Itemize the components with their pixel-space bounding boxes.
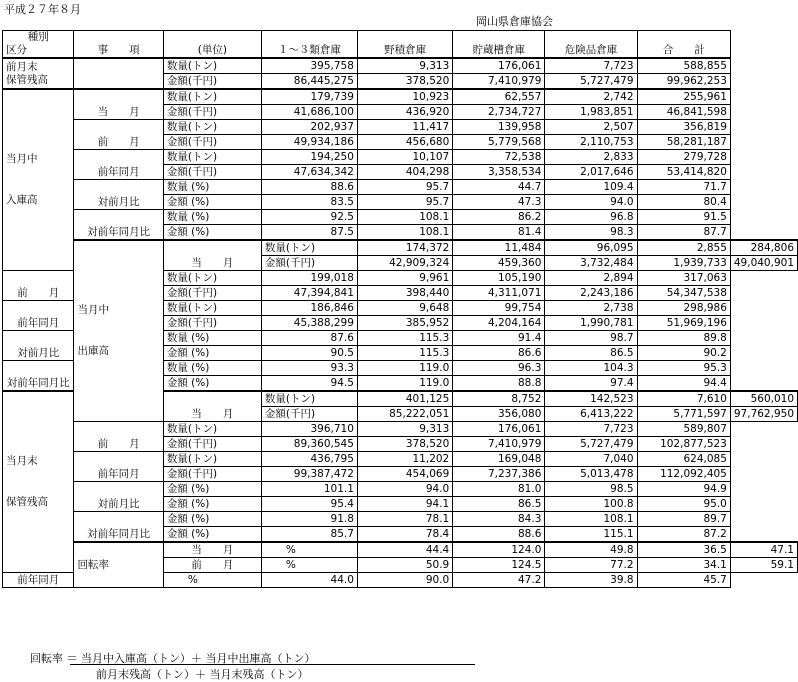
value-cell: 2,507 — [545, 120, 637, 135]
value-cell: 71.7 — [637, 180, 730, 195]
value-cell: 84.3 — [453, 512, 545, 527]
header-item: 事 項 — [74, 31, 163, 59]
value-cell: 44.4 — [357, 542, 452, 558]
header-col-2: 野積倉庫 — [357, 31, 452, 59]
unit-cell: % — [163, 573, 261, 588]
unit-cell: 数量(トン) — [163, 120, 261, 135]
item-cell: 当 月 — [163, 391, 261, 422]
value-cell: 459,360 — [453, 256, 545, 271]
value-cell: 115.3 — [357, 331, 452, 346]
value-cell: 88.8 — [453, 376, 545, 392]
value-cell: 97,762,950 — [730, 407, 797, 422]
table-row — [3, 180, 798, 195]
unit-cell: 数量(トン) — [163, 422, 261, 437]
header-col-1: １～３類倉庫 — [261, 31, 357, 59]
value-cell: 2,855 — [637, 240, 730, 256]
formula-numerator-text: 当月中入庫高（トン）＋ 当月中出庫高（トン） — [81, 652, 316, 665]
value-cell: 81.4 — [453, 225, 545, 241]
unit-cell: 金額(千円) — [163, 105, 261, 120]
item-cell: 前 月 — [74, 120, 163, 150]
value-cell: 456,680 — [357, 135, 452, 150]
value-cell: 11,202 — [357, 452, 452, 467]
value-cell: 54,347,538 — [637, 286, 730, 301]
value-cell: 6,413,222 — [545, 407, 637, 422]
value-cell: 169,048 — [453, 452, 545, 467]
unit-cell: 金額(千円) — [163, 74, 261, 90]
unit-cell: 数量(トン) — [163, 301, 261, 316]
value-cell: 98.3 — [545, 225, 637, 241]
unit-cell: 金額 (%) — [163, 346, 261, 361]
value-cell: 95.7 — [357, 195, 452, 210]
table-row — [3, 422, 798, 437]
value-cell: 83.5 — [261, 195, 357, 210]
unit-cell: 数量(トン) — [163, 150, 261, 165]
value-cell: 396,710 — [261, 422, 357, 437]
value-cell: 95.7 — [357, 180, 452, 195]
header-unit: (単位) — [163, 31, 261, 59]
value-cell: 94.0 — [357, 482, 452, 497]
unit-cell: 金額 (%) — [163, 512, 261, 527]
item-cell: 前 月 — [163, 558, 261, 573]
unit-cell: 数量(トン) — [163, 89, 261, 105]
value-cell: 96.3 — [453, 361, 545, 376]
value-cell: 139,958 — [453, 120, 545, 135]
table-row — [3, 542, 798, 558]
unit-cell: % — [261, 558, 357, 573]
unit-cell: 金額(千円) — [163, 316, 261, 331]
value-cell: 77.2 — [545, 558, 637, 573]
value-cell: 87.6 — [261, 331, 357, 346]
table-row — [3, 120, 798, 135]
unit-cell: 金額 (%) — [163, 527, 261, 543]
block-rotation: 回転率 — [74, 542, 163, 588]
value-cell: 99,754 — [453, 301, 545, 316]
value-cell: 91.4 — [453, 331, 545, 346]
value-cell: 624,085 — [637, 452, 730, 467]
value-cell: 7,410,979 — [453, 74, 545, 90]
value-cell: 378,520 — [357, 74, 452, 90]
value-cell: 7,410,979 — [453, 437, 545, 452]
value-cell: 124.0 — [453, 542, 545, 558]
unit-cell: 金額 (%) — [163, 376, 261, 392]
item-cell: 前年同月 — [74, 150, 163, 180]
block-label: 保管残高 — [6, 73, 48, 86]
warehouse-statistics-table — [2, 30, 798, 588]
value-cell: 3,358,534 — [453, 165, 545, 180]
value-cell: 108.1 — [357, 225, 452, 241]
value-cell: 58,281,187 — [637, 135, 730, 150]
value-cell: 115.1 — [545, 527, 637, 543]
value-cell: 356,080 — [453, 407, 545, 422]
value-cell: 44.7 — [453, 180, 545, 195]
value-cell: 1,939,733 — [637, 256, 730, 271]
value-cell: 7,237,386 — [453, 467, 545, 482]
value-cell: 78.1 — [357, 512, 452, 527]
value-cell: 2,734,727 — [453, 105, 545, 120]
value-cell: 59.1 — [730, 558, 797, 573]
unit-cell: 金額 (%) — [163, 225, 261, 241]
value-cell: 86.2 — [453, 210, 545, 225]
value-cell: 5,771,597 — [637, 407, 730, 422]
value-cell: 89.7 — [637, 512, 730, 527]
value-cell: 90.2 — [637, 346, 730, 361]
value-cell: 10,923 — [357, 89, 452, 105]
unit-cell: 数量(トン) — [261, 240, 357, 256]
block-label: 当月末 — [6, 455, 38, 467]
value-cell: 2,017,646 — [545, 165, 637, 180]
value-cell: 199,018 — [261, 271, 357, 286]
value-cell: 88.6 — [261, 180, 357, 195]
value-cell: 101.1 — [261, 482, 357, 497]
value-cell: 186,846 — [261, 301, 357, 316]
item-cell: 前年同月 — [3, 573, 74, 588]
value-cell: 119.0 — [357, 361, 452, 376]
value-cell: 50.9 — [357, 558, 452, 573]
value-cell: 11,417 — [357, 120, 452, 135]
value-cell: 284,806 — [730, 240, 797, 256]
unit-cell: 金額 (%) — [163, 497, 261, 512]
item-cell: 前 月 — [3, 271, 74, 301]
value-cell: 62,557 — [453, 89, 545, 105]
item-cell: 前年同月 — [74, 452, 163, 482]
value-cell: 45,388,299 — [261, 316, 357, 331]
value-cell: 108.1 — [545, 512, 637, 527]
item-cell: 当 月 — [74, 89, 163, 120]
item-cell: 対前月比 — [74, 180, 163, 210]
value-cell: 100.8 — [545, 497, 637, 512]
association-name: 岡山県倉庫協会 — [476, 15, 553, 28]
value-cell: 36.5 — [637, 542, 730, 558]
value-cell: 8,752 — [453, 391, 545, 407]
value-cell: 176,061 — [453, 58, 545, 74]
value-cell: 80.4 — [637, 195, 730, 210]
value-cell: 102,877,523 — [637, 437, 730, 452]
block-prev-end — [3, 58, 74, 89]
value-cell: 7,040 — [545, 452, 637, 467]
value-cell: 3,732,484 — [545, 256, 637, 271]
value-cell: 104.3 — [545, 361, 637, 376]
unit-cell: 金額(千円) — [163, 437, 261, 452]
value-cell: 45.7 — [637, 573, 730, 588]
value-cell: 95.3 — [637, 361, 730, 376]
value-cell: 9,961 — [357, 271, 452, 286]
value-cell: 378,520 — [357, 437, 452, 452]
value-cell: 109.4 — [545, 180, 637, 195]
value-cell: 589,807 — [637, 422, 730, 437]
value-cell: 119.0 — [357, 376, 452, 392]
value-cell: 5,779,568 — [453, 135, 545, 150]
value-cell: 9,648 — [357, 301, 452, 316]
value-cell: 10,107 — [357, 150, 452, 165]
table-row — [3, 512, 798, 527]
value-cell: 39.8 — [545, 573, 637, 588]
value-cell: 96,095 — [545, 240, 637, 256]
value-cell: 398,440 — [357, 286, 452, 301]
value-cell: 97.4 — [545, 376, 637, 392]
value-cell: 85,222,051 — [357, 407, 452, 422]
value-cell: 2,894 — [545, 271, 637, 286]
unit-cell: 金額(千円) — [163, 467, 261, 482]
value-cell: 85.7 — [261, 527, 357, 543]
table-row — [3, 58, 798, 74]
value-cell: 47.3 — [453, 195, 545, 210]
unit-cell: % — [261, 542, 357, 558]
header-col-5: 合 計 — [637, 31, 730, 59]
block-label: 入庫高 — [6, 194, 38, 206]
table-row — [3, 210, 798, 225]
block-label: 出庫高 — [77, 345, 109, 357]
value-cell: 255,961 — [637, 89, 730, 105]
item-cell: 対前年同月比 — [74, 210, 163, 241]
value-cell: 174,372 — [357, 240, 452, 256]
unit-cell: 金額(千円) — [261, 256, 357, 271]
value-cell: 99,962,253 — [637, 74, 730, 90]
value-cell: 279,728 — [637, 150, 730, 165]
value-cell: 86.6 — [453, 346, 545, 361]
formula-divider — [70, 664, 475, 665]
unit-cell: 金額(千円) — [163, 165, 261, 180]
value-cell: 94.1 — [357, 497, 452, 512]
value-cell: 356,819 — [637, 120, 730, 135]
value-cell: 41,686,100 — [261, 105, 357, 120]
value-cell: 89.8 — [637, 331, 730, 346]
value-cell: 94.4 — [637, 376, 730, 392]
value-cell: 2,110,753 — [545, 135, 637, 150]
value-cell: 4,311,071 — [453, 286, 545, 301]
unit-cell: 数量(トン) — [163, 271, 261, 286]
value-cell: 87.7 — [637, 225, 730, 241]
value-cell: 454,069 — [357, 467, 452, 482]
value-cell: 98.5 — [545, 482, 637, 497]
item-cell: 対前年同月比 — [3, 361, 74, 392]
header-type-bottom: 区分 — [6, 44, 27, 56]
item-cell: 当 月 — [163, 542, 261, 558]
item-cell: 対前年同月比 — [74, 512, 163, 543]
block-outbound — [74, 240, 163, 422]
value-cell: 298,986 — [637, 301, 730, 316]
value-cell: 88.6 — [453, 527, 545, 543]
table-row — [3, 452, 798, 467]
value-cell: 7,723 — [545, 58, 637, 74]
unit-cell: 数量 (%) — [163, 331, 261, 346]
value-cell: 4,204,164 — [453, 316, 545, 331]
value-cell: 395,758 — [261, 58, 357, 74]
value-cell: 202,937 — [261, 120, 357, 135]
value-cell: 1,983,851 — [545, 105, 637, 120]
unit-cell: 金額(千円) — [163, 135, 261, 150]
value-cell: 124.5 — [453, 558, 545, 573]
value-cell: 86.5 — [453, 497, 545, 512]
unit-cell: 数量(トン) — [163, 452, 261, 467]
value-cell: 401,125 — [357, 391, 452, 407]
value-cell: 179,739 — [261, 89, 357, 105]
item-cell — [74, 58, 163, 89]
table-row — [3, 482, 798, 497]
value-cell: 560,010 — [730, 391, 797, 407]
block-label: 当月中 — [6, 153, 38, 165]
value-cell: 86,445,275 — [261, 74, 357, 90]
item-cell: 前年同月 — [3, 301, 74, 331]
value-cell: 5,727,479 — [545, 74, 637, 90]
value-cell: 2,243,186 — [545, 286, 637, 301]
value-cell: 99,387,472 — [261, 467, 357, 482]
formula-denominator: 前月末残高（トン）＋ 当月末残高（トン） — [96, 668, 309, 681]
formula-label: 回転率 ＝ — [30, 652, 78, 665]
value-cell: 112,092,405 — [637, 467, 730, 482]
value-cell: 93.3 — [261, 361, 357, 376]
unit-cell: 数量 (%) — [163, 210, 261, 225]
report-date: 平成２７年８月 — [4, 3, 81, 16]
value-cell: 98.7 — [545, 331, 637, 346]
value-cell: 5,727,479 — [545, 437, 637, 452]
block-label: 前月末 — [6, 60, 38, 73]
value-cell: 142,523 — [545, 391, 637, 407]
value-cell: 2,738 — [545, 301, 637, 316]
value-cell: 53,414,820 — [637, 165, 730, 180]
value-cell: 72,538 — [453, 150, 545, 165]
value-cell: 46,841,598 — [637, 105, 730, 120]
value-cell: 385,952 — [357, 316, 452, 331]
value-cell: 436,795 — [261, 452, 357, 467]
unit-cell: 数量(トン) — [163, 58, 261, 74]
item-cell: 前 月 — [74, 422, 163, 452]
value-cell: 94.0 — [545, 195, 637, 210]
value-cell: 47,394,841 — [261, 286, 357, 301]
value-cell: 176,061 — [453, 422, 545, 437]
value-cell: 78.4 — [357, 527, 452, 543]
unit-cell: 金額(千円) — [163, 286, 261, 301]
value-cell: 588,855 — [637, 58, 730, 74]
value-cell: 95.0 — [637, 497, 730, 512]
value-cell: 105,190 — [453, 271, 545, 286]
value-cell: 47.1 — [730, 542, 797, 558]
value-cell: 1,990,781 — [545, 316, 637, 331]
value-cell: 317,063 — [637, 271, 730, 286]
value-cell: 2,742 — [545, 89, 637, 105]
value-cell: 9,313 — [357, 58, 452, 74]
unit-cell: 数量 (%) — [163, 180, 261, 195]
value-cell: 44.0 — [261, 573, 357, 588]
value-cell: 92.5 — [261, 210, 357, 225]
value-cell: 96.8 — [545, 210, 637, 225]
header-col-4: 危険品倉庫 — [545, 31, 637, 59]
value-cell: 49,934,186 — [261, 135, 357, 150]
value-cell: 95.4 — [261, 497, 357, 512]
value-cell: 404,298 — [357, 165, 452, 180]
value-cell: 90.0 — [357, 573, 452, 588]
value-cell: 2,833 — [545, 150, 637, 165]
value-cell: 7,723 — [545, 422, 637, 437]
unit-cell: 数量(トン) — [261, 391, 357, 407]
value-cell: 34.1 — [637, 558, 730, 573]
value-cell: 194,250 — [261, 150, 357, 165]
value-cell: 436,920 — [357, 105, 452, 120]
header-type-top: 種別 — [27, 31, 49, 43]
unit-cell: 金額(千円) — [261, 407, 357, 422]
value-cell: 94.9 — [637, 482, 730, 497]
value-cell: 9,313 — [357, 422, 452, 437]
value-cell: 91.8 — [261, 512, 357, 527]
item-cell: 当 月 — [163, 240, 261, 271]
unit-cell: 金額 (%) — [163, 482, 261, 497]
item-cell: 対前月比 — [74, 482, 163, 512]
block-month-end — [3, 391, 74, 573]
value-cell: 49.8 — [545, 542, 637, 558]
unit-cell: 数量 (%) — [163, 361, 261, 376]
table-row — [3, 89, 798, 105]
value-cell: 86.5 — [545, 346, 637, 361]
value-cell: 47.2 — [453, 573, 545, 588]
value-cell: 87.2 — [637, 527, 730, 543]
value-cell: 7,610 — [637, 391, 730, 407]
header-type — [3, 31, 74, 59]
value-cell: 49,040,901 — [730, 256, 797, 271]
table-row — [3, 240, 798, 256]
value-cell: 42,909,324 — [357, 256, 452, 271]
value-cell: 47,634,342 — [261, 165, 357, 180]
value-cell: 94.5 — [261, 376, 357, 392]
value-cell: 81.0 — [453, 482, 545, 497]
value-cell: 115.3 — [357, 346, 452, 361]
value-cell: 51,969,196 — [637, 316, 730, 331]
table-row — [3, 150, 798, 165]
value-cell: 5,013,478 — [545, 467, 637, 482]
block-label: 保管残高 — [6, 496, 48, 508]
value-cell: 87.5 — [261, 225, 357, 241]
block-inbound — [3, 89, 74, 271]
value-cell: 89,360,545 — [261, 437, 357, 452]
value-cell: 108.1 — [357, 210, 452, 225]
value-cell: 90.5 — [261, 346, 357, 361]
unit-cell: 金額 (%) — [163, 195, 261, 210]
header-col-3: 貯蔵槽倉庫 — [453, 31, 545, 59]
block-label: 当月中 — [77, 304, 109, 316]
value-cell: 91.5 — [637, 210, 730, 225]
value-cell: 11,484 — [453, 240, 545, 256]
item-cell: 対前月比 — [3, 331, 74, 361]
